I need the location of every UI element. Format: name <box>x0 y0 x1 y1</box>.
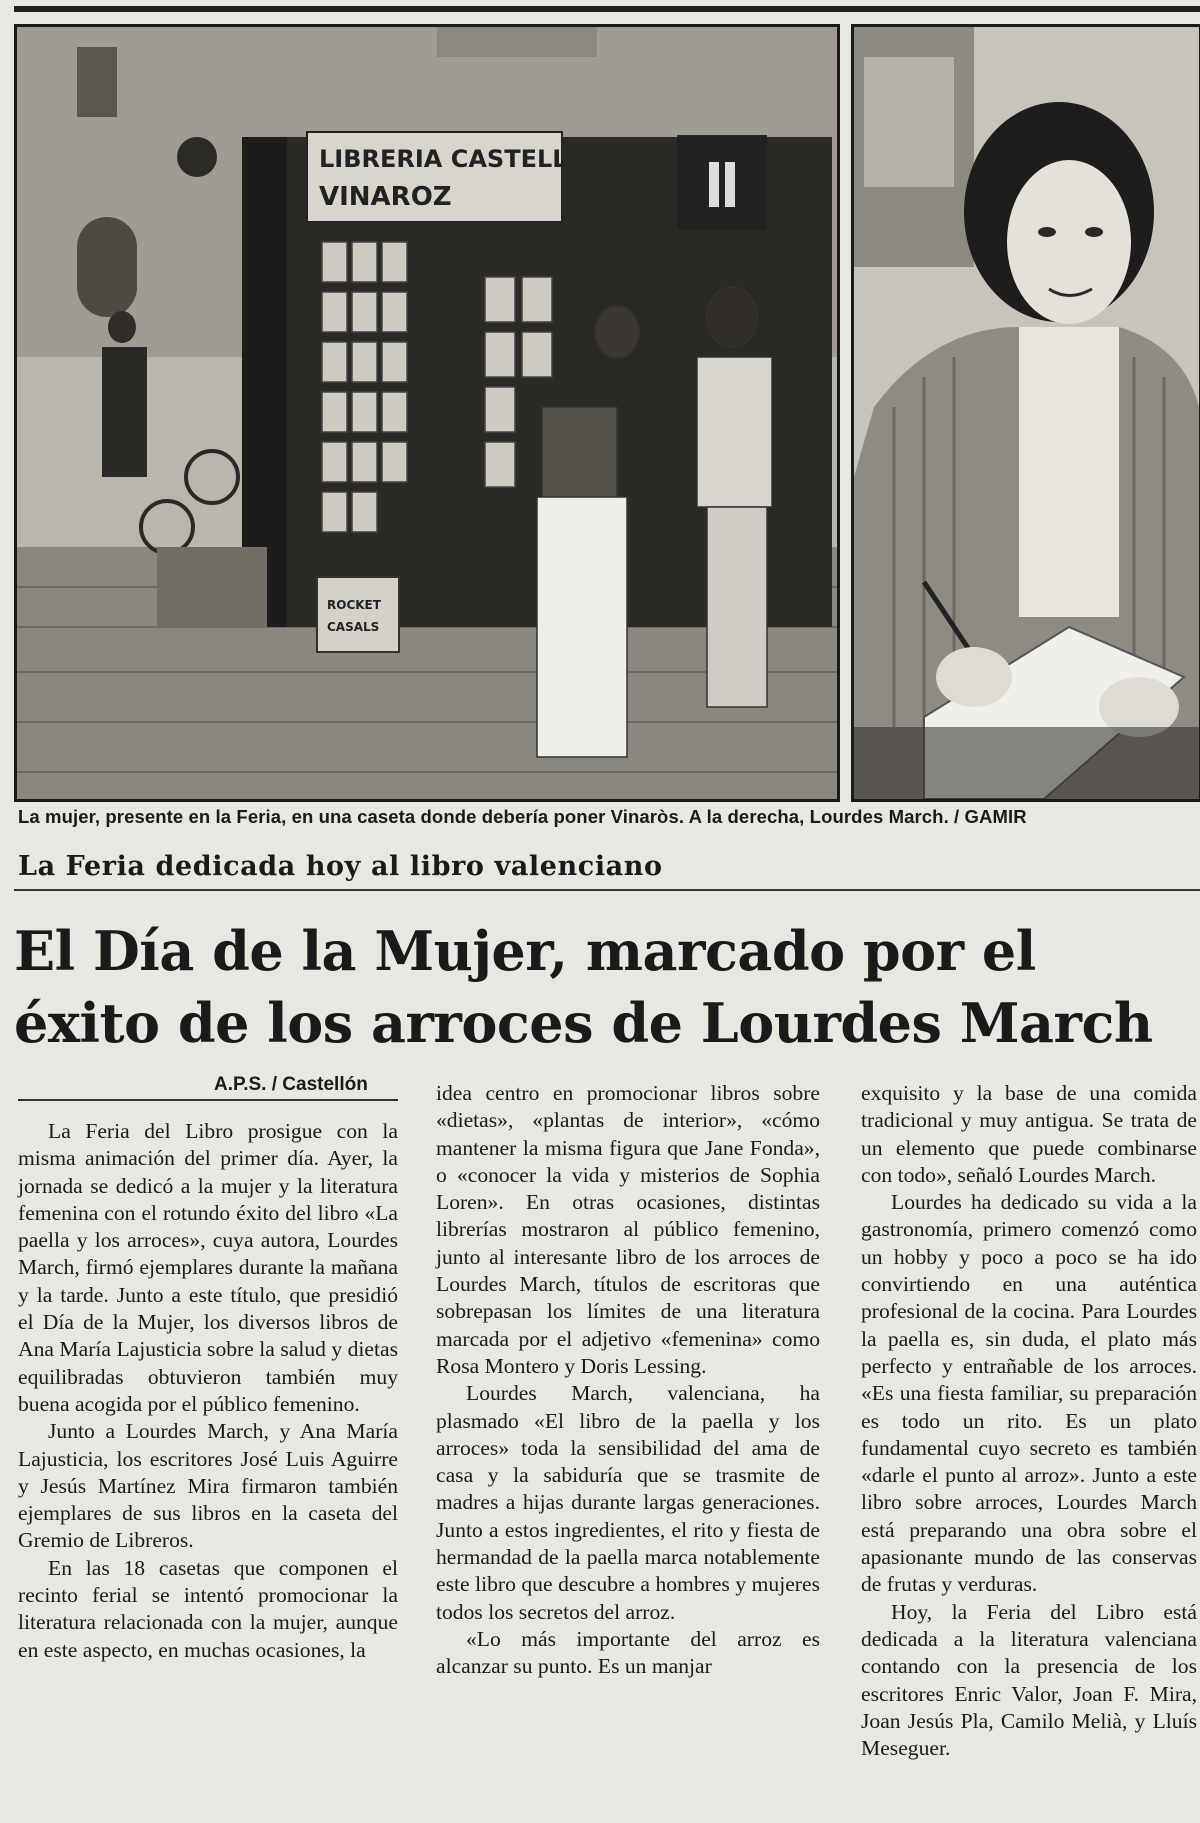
article-column-1 <box>18 1118 398 1664</box>
col2-paragraph: Lourdes March, valenciana, ha plasmado «El libro de la paella y los arroces» toda la sensibilidad del ama de casa y la sabiduría que se trasmite de madres a hijas durante largas generaciones. Junto a estos ingredientes, el rito y fiesta de hermandad de la paella marca notablemente este libro que descubre a hombres y mujeres todos los secretos del arroz. <box>436 1381 820 1624</box>
headline <box>14 915 1200 1059</box>
headline-line2: éxito de los arroces de Lourdes March <box>14 991 1153 1055</box>
photo-book-stall <box>14 24 840 802</box>
col3-paragraph: exquisito y la base de una comida tradicional y muy antigua. Se trata de un elemento que puede combinarse con todo», señaló Lourdes March. <box>861 1081 1197 1187</box>
col1-paragraph: En las 18 casetas que componen el recinto ferial se intentó promocionar la literatura relacionada con la mujer, aunque en este aspecto, en muchas ocasiones, la <box>18 1555 398 1662</box>
photo-lourdes-march-image <box>854 27 1199 799</box>
stall-box-line1: ROCKET <box>327 598 381 612</box>
col1-paragraph: La Feria del Libro prosigue con la misma animación del primer día. Ayer, la jornada se dedicó a la mujer y la literatura femenina con el rotundo éxito del libro «La paella y los arroces», cuya autora, Lourdes March, firmó ejemplares durante la mañana y la tarde. Junto a este título, que presidió el Día de la Mujer, los diversos libros de Ana María Lajusticia sobre la salud y dietas equilibradas obtuvieron también muy buena acogida por el público femenino. <box>18 1119 398 1416</box>
col2-paragraph: «Lo más importante del arroz es alcanzar su punto. Es un manjar <box>436 1626 820 1679</box>
top-rule <box>14 6 1200 12</box>
col1-paragraph: Junto a Lourdes March, y Ana María Lajusticia, los escritores José Luis Aguirre y Jesús Martínez Mira firmaron también ejemplares de sus libros en la caseta del Gremio de Libreros. <box>18 1419 398 1553</box>
col3-paragraph: Hoy, la Feria del Libro está dedicada a la literatura valenciana contando con la presencia de los escritores Enric Valor, Joan F. Mira, Joan Jesús Pla, Camilo Melià, y Lluís Meseguer. <box>861 1599 1197 1761</box>
kicker: La Feria dedicada hoy al libro valenciano <box>18 851 663 882</box>
col2-paragraph: idea centro en promocionar libros sobre «dietas», «plantas de interior», «cómo mantener la misma figura que Jane Fonda», o «conocer la vida y misterios de Sophia Loren». En otras ocasiones, distintas librerías mostraron al público femenino, junto al interesante libro de los arroces de Lourdes March, títulos de escritoras que sobrepasan los límites de una literatura marcada por el adjetivo «femenina» como Rosa Montero y Doris Lessing. <box>436 1081 820 1378</box>
stall-box-line2: CASALS <box>327 620 380 634</box>
photo-lourdes-march <box>851 24 1200 802</box>
article-column-3 <box>861 1080 1197 1762</box>
photo-caption: La mujer, presente en la Feria, en una caseta donde debería poner Vinaròs. A la derecha, Lourdes March. / GAMIR <box>18 806 1027 827</box>
byline: A.P.S. / Castellón <box>214 1074 368 1095</box>
kicker-rule <box>14 889 1200 891</box>
photo-book-stall-image <box>17 27 837 799</box>
stall-sign-line1: LIBRERIA CASTELL <box>319 145 568 173</box>
headline-line1: El Día de la Mujer, marcado por el <box>14 919 1036 983</box>
byline-rule <box>18 1099 398 1101</box>
article-column-2 <box>436 1080 820 1681</box>
stall-sign-line2: VINAROZ <box>319 182 452 212</box>
col3-paragraph: Lourdes ha dedicado su vida a la gastronomía, primero comenzó como un hobby y poco a poco se ha ido convirtiendo en una auténtica profesional de la cocina. Para Lourdes la paella es, sin duda, el plato más perfecto y entrañable de los arroces. «Es una fiesta familiar, su preparación es todo un rito. Es un plato fundamental cuyo secreto es también «darle el punto al arroz». Junto a este libro sobre arroces, Lourdes March está preparando una obra sobre el apasionante mundo de las conservas de frutas y verduras. <box>861 1190 1197 1597</box>
